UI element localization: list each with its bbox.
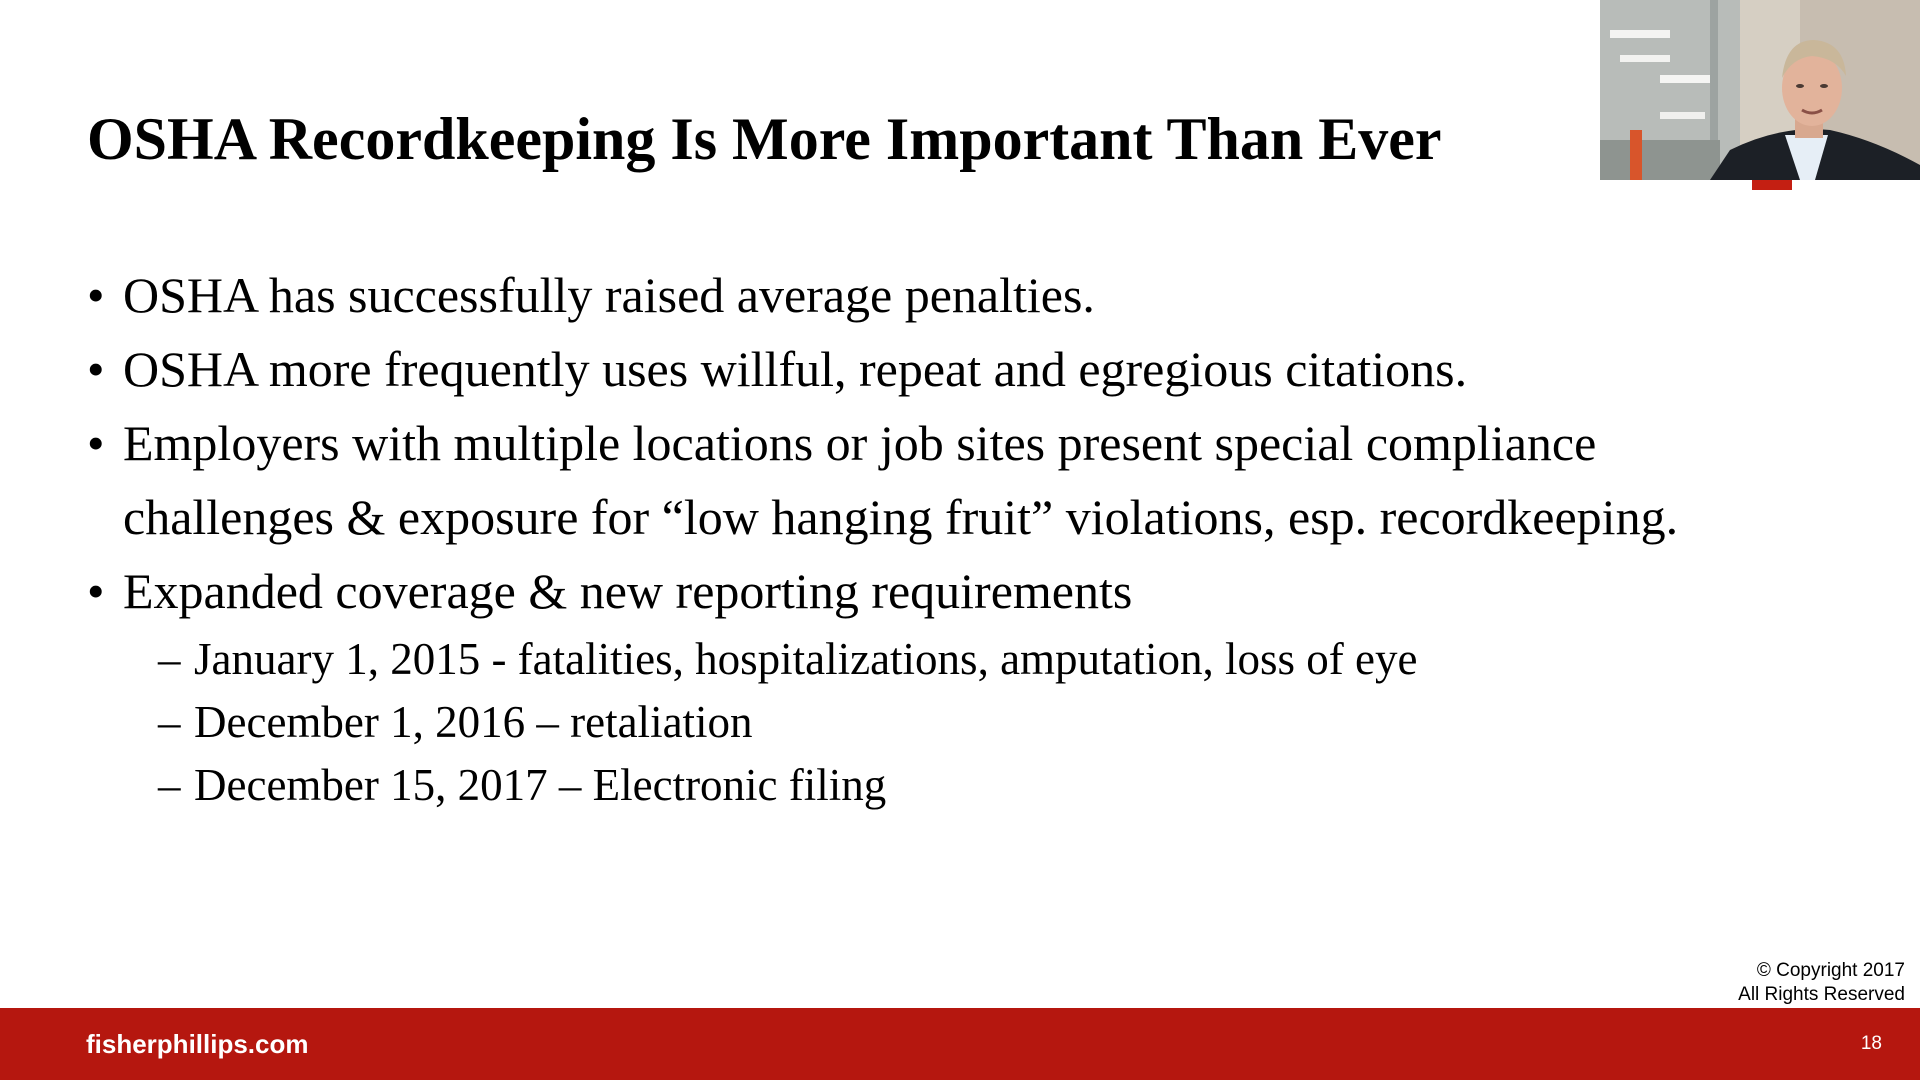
- sub-bullet-marker: –: [158, 760, 181, 810]
- bullet-marker: •: [87, 415, 105, 471]
- bullet-text: Employers with multiple locations or job sites present special compliance: [123, 415, 1597, 471]
- sub-bullet-text: December 1, 2016 – retaliation: [194, 697, 753, 747]
- copyright-notice: [1738, 959, 1905, 1007]
- page-number: 18: [1860, 1033, 1882, 1054]
- webcam-accent-bar: [1752, 180, 1792, 190]
- bullet-item: [87, 554, 1887, 628]
- bullet-item: [87, 406, 1887, 554]
- sub-bullet-item: [87, 691, 1887, 754]
- bullet-marker: •: [87, 267, 105, 323]
- sub-bullet-item: [87, 628, 1887, 691]
- sub-bullet-text: January 1, 2015 - fatalities, hospitalizations, amputation, loss of eye: [194, 634, 1418, 684]
- bullet-marker: •: [87, 341, 105, 397]
- slide-body: [87, 258, 1887, 817]
- sub-bullet-text: December 15, 2017 – Electronic filing: [194, 760, 887, 810]
- copyright-line: © Copyright 2017: [1756, 960, 1905, 981]
- bullet-text-continuation: challenges & exposure for “low hanging fruit” violations, esp. recordkeeping.: [123, 489, 1679, 545]
- presenter-video-icon: [1600, 0, 1920, 180]
- bullet-text: Expanded coverage & new reporting requirements: [123, 563, 1133, 619]
- footer-bar: [0, 1008, 1920, 1080]
- webcam-thumbnail[interactable]: [1600, 0, 1920, 180]
- bullet-marker: •: [87, 563, 105, 619]
- bullet-item: [87, 332, 1887, 406]
- bullet-text: OSHA more frequently uses willful, repeat and egregious citations.: [123, 341, 1468, 397]
- sub-bullet-marker: –: [158, 697, 181, 747]
- sub-bullet-marker: –: [158, 634, 181, 684]
- bullet-text: OSHA has successfully raised average penalties.: [123, 267, 1095, 323]
- bullet-item: [87, 258, 1887, 332]
- footer-website: fisherphillips.com: [86, 1029, 309, 1059]
- rights-line: All Rights Reserved: [1738, 984, 1905, 1005]
- sub-bullet-item: [87, 754, 1887, 817]
- slide-title: OSHA Recordkeeping Is More Important Than Ever: [87, 106, 1442, 172]
